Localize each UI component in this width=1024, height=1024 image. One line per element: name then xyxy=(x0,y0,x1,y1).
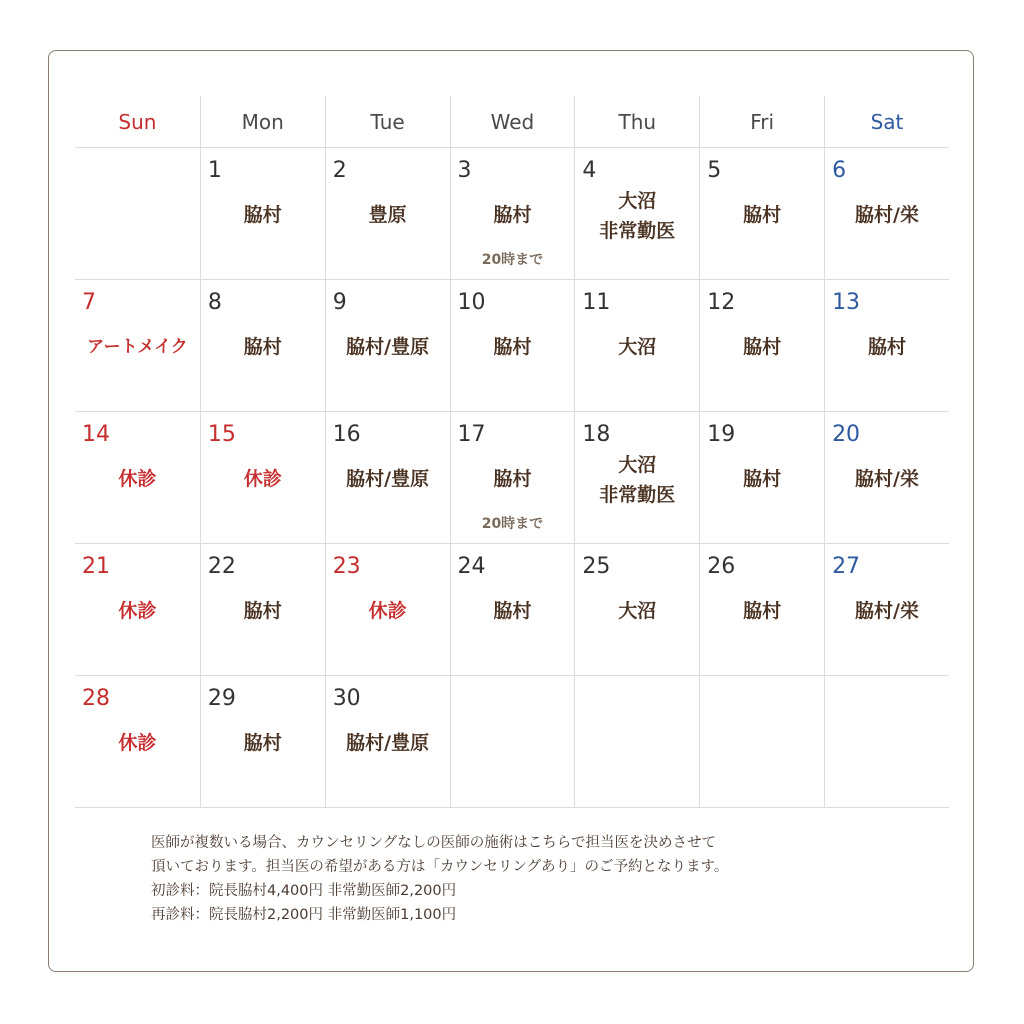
closed-label: 休診 xyxy=(243,468,282,490)
closed-label: 休診 xyxy=(118,468,157,490)
day-number: 18 xyxy=(582,422,611,447)
calendar-day-2 xyxy=(325,148,450,280)
day-number: 8 xyxy=(207,290,222,315)
calendar-day-27 xyxy=(824,544,949,676)
calendar-day-17 xyxy=(450,412,575,544)
day-number: 21 xyxy=(82,554,110,579)
closed-label: 休診 xyxy=(118,600,157,622)
closed-label: 休診 xyxy=(118,732,157,754)
closed-label: 休診 xyxy=(368,600,407,622)
day-number: 23 xyxy=(332,554,361,579)
calendar-day-8 xyxy=(200,280,325,412)
doctor-name: 脇村 xyxy=(493,204,532,226)
doctor-name: 脇村 xyxy=(243,600,282,622)
calendar-empty-cell xyxy=(75,148,200,280)
day-number: 3 xyxy=(457,158,472,183)
day-number: 19 xyxy=(707,422,736,447)
day-number: 20 xyxy=(832,422,861,447)
calendar-day-6 xyxy=(824,148,949,280)
calendar-day-22 xyxy=(200,544,325,676)
calendar-day-20 xyxy=(824,412,949,544)
schedule-notes xyxy=(151,831,911,927)
calendar-day-7 xyxy=(75,280,200,412)
calendar-day-24 xyxy=(450,544,575,676)
day-number: 2 xyxy=(332,158,347,183)
doctor-name: 脇村 xyxy=(867,336,906,358)
day-number: 17 xyxy=(457,422,486,447)
day-number: 12 xyxy=(707,290,736,315)
day-number: 9 xyxy=(332,290,347,315)
day-number: 13 xyxy=(832,290,861,315)
calendar-day-11 xyxy=(574,280,699,412)
doctor-name: 脇村/豊原 xyxy=(346,468,430,490)
doctor-name: 脇村 xyxy=(743,468,782,490)
hours-note: 20時まで xyxy=(481,516,544,532)
doctor-name: 脇村 xyxy=(243,204,282,226)
calendar-day-4 xyxy=(574,148,699,280)
day-number: 14 xyxy=(82,422,110,447)
day-number: 26 xyxy=(707,554,736,579)
day-number: 1 xyxy=(207,158,222,183)
doctor-name: 脇村/豊原 xyxy=(346,336,430,358)
calendar-empty-cell xyxy=(450,676,575,808)
doctor-name: 大沼 非常勤医 xyxy=(599,454,676,506)
doctor-name: 脇村 xyxy=(243,732,282,754)
calendar-grid xyxy=(75,96,949,808)
day-number: 6 xyxy=(832,158,847,183)
doctor-name: 脇村/栄 xyxy=(855,204,919,226)
calendar-day-21 xyxy=(75,544,200,676)
note-line-2: 頂いております。担当医の希望がある方は「カウンセリングあり」のご予約となります。 xyxy=(151,859,729,875)
calendar-day-14 xyxy=(75,412,200,544)
doctor-name: 脇村 xyxy=(243,336,282,358)
calendar-day-9 xyxy=(325,280,450,412)
doctor-name: 大沼 非常勤医 xyxy=(599,190,676,242)
calendar-empty-cell xyxy=(699,676,824,808)
day-number: 4 xyxy=(582,158,597,183)
doctor-name: 脇村 xyxy=(493,468,532,490)
doctor-name: 脇村/栄 xyxy=(855,468,919,490)
weekday-header-sat: Sat xyxy=(824,96,949,148)
day-number: 7 xyxy=(82,290,96,315)
weekday-header-thu: Thu xyxy=(574,96,699,148)
calendar-day-30 xyxy=(325,676,450,808)
day-number: 30 xyxy=(332,686,361,711)
hours-note: 20時まで xyxy=(481,252,544,268)
day-number: 10 xyxy=(457,290,486,315)
calendar-empty-cell xyxy=(824,676,949,808)
day-number: 27 xyxy=(832,554,861,579)
doctor-name: 脇村 xyxy=(493,336,532,358)
calendar-day-1 xyxy=(200,148,325,280)
doctor-name: 脇村 xyxy=(493,600,532,622)
calendar-day-28 xyxy=(75,676,200,808)
calendar-day-5 xyxy=(699,148,824,280)
calendar-day-23 xyxy=(325,544,450,676)
day-number: 5 xyxy=(707,158,722,183)
day-number: 22 xyxy=(207,554,236,579)
calendar-day-18 xyxy=(574,412,699,544)
weekday-header-mon: Mon xyxy=(200,96,325,148)
calendar-day-19 xyxy=(699,412,824,544)
doctor-name: 脇村 xyxy=(743,204,782,226)
day-number: 24 xyxy=(457,554,486,579)
doctor-name: 豊原 xyxy=(368,204,407,226)
note-line-1: 医師が複数いる場合、カウンセリングなしの医師の施術はこちらで担当医を決めさせて xyxy=(151,835,717,851)
calendar-day-13 xyxy=(824,280,949,412)
day-number: 16 xyxy=(332,422,361,447)
doctor-name: 脇村 xyxy=(743,336,782,358)
note-line-4: 再診料：院長脇村2,200円 非常勤医師1,100円 xyxy=(151,907,457,923)
calendar-day-15 xyxy=(200,412,325,544)
note-line-3: 初診料：院長脇村4,400円 非常勤医師2,200円 xyxy=(151,883,457,899)
day-number: 28 xyxy=(82,686,110,711)
doctor-name: 脇村/豊原 xyxy=(346,732,430,754)
calendar-day-12 xyxy=(699,280,824,412)
calendar-day-16 xyxy=(325,412,450,544)
doctor-name: 脇村 xyxy=(743,600,782,622)
weekday-header-wed: Wed xyxy=(450,96,575,148)
calendar-day-10 xyxy=(450,280,575,412)
calendar-day-26 xyxy=(699,544,824,676)
day-number: 11 xyxy=(582,290,611,315)
weekday-header-tue: Tue xyxy=(325,96,450,148)
weekday-header-sun: Sun xyxy=(75,96,200,148)
closed-label: アートメイク xyxy=(87,337,188,357)
day-number: 29 xyxy=(207,686,236,711)
day-number: 15 xyxy=(207,422,236,447)
day-number: 25 xyxy=(582,554,611,579)
calendar-day-25 xyxy=(574,544,699,676)
weekday-header-fri: Fri xyxy=(699,96,824,148)
doctor-name: 脇村/栄 xyxy=(855,600,919,622)
calendar-day-29 xyxy=(200,676,325,808)
calendar-day-3 xyxy=(450,148,575,280)
doctor-name: 大沼 xyxy=(618,600,657,622)
calendar-empty-cell xyxy=(574,676,699,808)
doctor-name: 大沼 xyxy=(618,336,657,358)
